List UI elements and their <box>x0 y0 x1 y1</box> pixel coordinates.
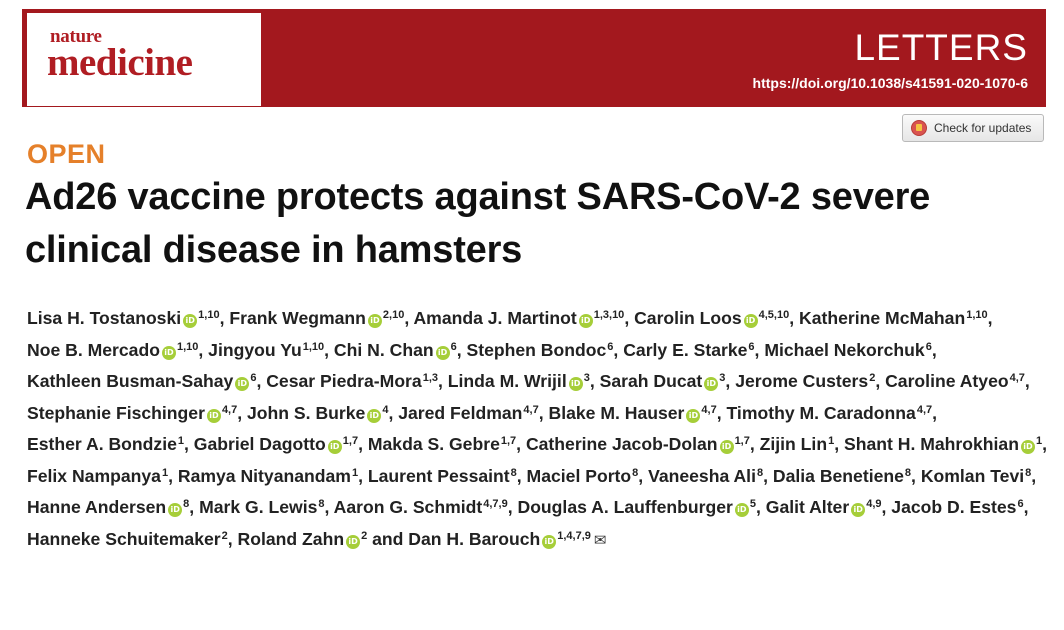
orcid-icon[interactable]: iD <box>686 409 700 423</box>
check-for-updates-label: Check for updates <box>934 121 1032 135</box>
author-name[interactable]: Jingyou Yu <box>208 339 302 360</box>
orcid-icon[interactable]: iD <box>851 503 865 517</box>
orcid-icon[interactable]: iD <box>720 440 734 454</box>
affiliation-marker[interactable]: 8 <box>183 498 190 510</box>
affiliation-marker[interactable]: 6 <box>450 340 457 353</box>
author[interactable]: Hanneke Schuitemaker$^2$, <box>27 528 233 549</box>
author[interactable]: Timothy M. Caradonna$^{4,7}$, <box>726 402 938 423</box>
author[interactable]: Jacob D. Estes$^6$, <box>891 497 1029 517</box>
author-name[interactable]: Catherine Jacob-Dolan <box>525 434 718 454</box>
affiliation-marker[interactable]: 3 <box>719 372 726 384</box>
author[interactable]: Douglas A. Lauffenburger iD $^5$, <box>517 497 761 517</box>
author-name[interactable]: Zijin Lin <box>759 434 828 454</box>
author-name[interactable]: Felix Nampanya <box>27 465 161 486</box>
crossmark-icon <box>911 120 927 136</box>
author-name[interactable]: Frank Wegmann <box>229 308 366 328</box>
author-name[interactable]: Laurent Pessaint <box>367 465 510 486</box>
affiliation-marker[interactable]: 4 <box>382 403 389 416</box>
affiliation-marker[interactable]: 1 <box>351 466 359 479</box>
affiliation-marker[interactable]: 2,10 <box>382 309 405 321</box>
author[interactable]: Jared Feldman$^{4,7}$, <box>398 402 544 423</box>
affiliation-marker[interactable]: 6 <box>250 372 257 384</box>
author[interactable]: Aaron G. Schmidt$^{4,7,9}$, <box>333 497 513 517</box>
doi-link[interactable]: https://doi.org/10.1038/s41591-020-1070-6 <box>752 75 1028 91</box>
author-name[interactable]: Jared Feldman <box>398 402 523 423</box>
author[interactable]: Esther A. Bondzie$^1$, <box>27 434 189 454</box>
affiliation-marker[interactable]: 8 <box>904 466 912 479</box>
author-name[interactable]: Kathleen Busman-Sahay <box>27 371 234 391</box>
author[interactable] <box>238 529 368 549</box>
author-name[interactable]: Dalia Benetiene <box>772 465 904 486</box>
affiliation-marker[interactable]: 1,3 <box>422 372 438 384</box>
author-name[interactable]: Caroline Atyeo <box>885 371 1009 391</box>
author[interactable]: Michael Nekorchuk$^6$, <box>764 339 937 360</box>
affiliation-marker[interactable]: 1 <box>1035 435 1043 447</box>
affiliation-marker[interactable]: 2 <box>361 529 368 542</box>
affiliation-marker[interactable]: 1,4,7,9 <box>557 529 591 542</box>
author-name[interactable]: Shant H. Mahrokhian <box>843 434 1019 454</box>
section-label: LETTERS <box>854 27 1028 68</box>
orcid-icon[interactable]: iD <box>168 503 182 517</box>
author-name[interactable]: Douglas A. Lauffenburger <box>517 497 733 517</box>
affiliation-marker[interactable]: 1,7 <box>734 435 750 447</box>
affiliation-marker[interactable]: 8 <box>632 466 639 479</box>
affiliation-marker[interactable]: 4,7 <box>523 403 539 416</box>
author-name[interactable]: Stephanie Fischinger <box>27 402 205 423</box>
author-name[interactable]: Carly E. Starke <box>623 339 748 360</box>
author-name[interactable]: John S. Burke <box>247 402 366 423</box>
author[interactable]: Vaneesha Ali$^8$, <box>648 465 768 486</box>
affiliation-marker[interactable]: 6 <box>748 340 755 353</box>
author-name[interactable]: Noe B. Mercado <box>27 339 160 360</box>
orcid-icon[interactable]: iD <box>542 535 556 549</box>
author[interactable]: Jingyou Yu$^{1,10}$, <box>208 339 330 360</box>
affiliation-marker[interactable]: 1 <box>828 435 835 447</box>
affiliation-marker[interactable]: 6 <box>1017 498 1024 510</box>
author-name[interactable]: Dan H. Barouch <box>408 528 541 549</box>
author-name[interactable]: Roland Zahn <box>237 528 345 549</box>
author[interactable]: Cesar Piedra-Mora$^{1,3}$, <box>266 371 443 391</box>
author[interactable]: Jerome Custers$^2$, <box>735 371 881 391</box>
affiliation-marker[interactable]: 4,9 <box>866 498 882 510</box>
author[interactable]: Carly E. Starke$^6$, <box>623 339 760 360</box>
author[interactable]: Stephanie Fischinger iD $^{4,7}$, <box>27 402 243 423</box>
author-name[interactable]: Gabriel Dagotto <box>193 434 326 454</box>
author-name[interactable]: Stephen Bondoc <box>466 339 607 360</box>
article-title: Ad26 vaccine protects against SARS-CoV-2 severe clinical disease in hamsters <box>25 176 931 271</box>
orcid-icon[interactable]: iD <box>744 314 758 328</box>
affiliation-marker[interactable]: 8 <box>756 466 764 479</box>
author[interactable]: Laurent Pessaint$^8$, <box>367 465 522 486</box>
author[interactable]: Blake M. Hauser iD $^{4,7}$, <box>548 402 722 423</box>
affiliation-marker[interactable]: 8 <box>318 498 325 510</box>
author[interactable]: Noe B. Mercado iD $^{1,10}$, <box>27 339 204 360</box>
affiliation-marker[interactable]: 1,10 <box>198 309 220 321</box>
author[interactable]: Katherine McMahan$^{1,10}$, <box>799 308 993 328</box>
author-name[interactable]: Aaron G. Schmidt <box>333 497 483 517</box>
author[interactable]: Hanne Andersen iD $^8$, <box>27 497 195 517</box>
orcid-icon[interactable]: iD <box>569 377 583 391</box>
affiliation-marker[interactable]: 8 <box>510 466 517 479</box>
author-name[interactable]: Michael Nekorchuk <box>764 339 925 360</box>
orcid-icon[interactable]: iD <box>328 440 342 454</box>
author-name[interactable]: Timothy M. Caradonna <box>726 402 916 423</box>
author[interactable]: Zijin Lin$^1$, <box>759 434 840 454</box>
author[interactable]: Lisa H. Tostanoski iD $^{1,10}$, <box>27 308 225 328</box>
author[interactable]: Linda M. Wrijil iD $^3$, <box>447 371 595 391</box>
author-name[interactable]: Jerome Custers <box>735 371 869 391</box>
affiliation-marker[interactable]: 1,10 <box>176 340 199 353</box>
orcid-icon[interactable]: iD <box>436 346 450 360</box>
orcid-icon[interactable]: iD <box>183 314 197 328</box>
affiliation-marker[interactable]: 1,7 <box>342 435 359 447</box>
logo-nature-text: nature <box>50 26 102 47</box>
author[interactable]: Catherine Jacob-Dolan iD $^{1,7}$, <box>525 434 755 454</box>
affiliation-marker[interactable]: 4,7 <box>1009 372 1025 384</box>
author[interactable]: Maciel Porto$^8$, <box>526 465 644 486</box>
author[interactable]: Chi N. Chan iD $^6$, <box>333 339 462 360</box>
author[interactable]: Frank Wegmann iD $^{2,10}$, <box>229 308 410 328</box>
affiliation-marker[interactable]: 2 <box>869 372 876 384</box>
author-name[interactable]: Makda S. Gebre <box>367 434 500 454</box>
affiliation-marker[interactable]: 4,7 <box>701 403 717 416</box>
affiliation-marker[interactable]: 4,7 <box>221 403 238 416</box>
orcid-icon[interactable]: iD <box>1021 440 1035 454</box>
author-name[interactable]: Amanda J. Martinot <box>413 308 577 328</box>
check-for-updates-button[interactable] <box>902 114 1044 142</box>
orcid-icon[interactable]: iD <box>207 409 221 423</box>
orcid-icon[interactable]: iD <box>735 503 749 517</box>
logo-medicine-text: medicine <box>47 41 193 84</box>
author[interactable]: Amanda J. Martinot iD $^{1,3,10}$, <box>413 308 630 328</box>
affiliation-marker[interactable]: 1,10 <box>302 340 325 353</box>
mail-icon[interactable]: ✉ <box>593 531 607 549</box>
author-list <box>27 303 1052 556</box>
author[interactable]: Makda S. Gebre$^{1,7}$, <box>367 434 522 454</box>
affiliation-marker[interactable]: 1 <box>177 435 185 447</box>
author[interactable]: Shant H. Mahrokhian iD $^1$, <box>843 434 1047 454</box>
affiliation-marker[interactable]: 4,5,10 <box>758 309 790 321</box>
author[interactable]: Gabriel Dagotto iD $^{1,7}$, <box>193 434 363 454</box>
author[interactable]: Galit Alter iD $^{4,9}$, <box>765 497 887 517</box>
author-name[interactable]: Cesar Piedra-Mora <box>266 371 422 391</box>
affiliation-marker[interactable]: 6 <box>925 340 932 353</box>
affiliation-marker[interactable]: 6 <box>607 340 614 353</box>
author-name[interactable]: Hanne Andersen <box>27 497 167 517</box>
affiliation-marker[interactable]: 4,7,9 <box>483 498 508 510</box>
author[interactable]: Dalia Benetiene$^8$, <box>772 465 916 486</box>
author-name[interactable]: Galit Alter <box>765 497 850 517</box>
affiliation-marker[interactable]: 1,3,10 <box>593 309 625 321</box>
orcid-icon[interactable]: iD <box>368 314 382 328</box>
author-name[interactable]: Sarah Ducat <box>599 371 703 391</box>
author[interactable] <box>408 529 606 549</box>
author-joiner: and <box>372 528 409 549</box>
orcid-icon[interactable]: iD <box>346 535 360 549</box>
affiliation-marker[interactable]: 1,7 <box>500 435 517 447</box>
author-name[interactable]: Mark G. Lewis <box>199 497 318 517</box>
author[interactable]: Mark G. Lewis$^8$, <box>199 497 330 517</box>
author-name[interactable]: Lisa H. Tostanoski <box>27 308 182 328</box>
open-access-label: OPEN <box>27 139 106 169</box>
author-name[interactable]: Hanneke Schuitemaker <box>27 528 221 549</box>
author[interactable]: Kathleen Busman-Sahay iD $^6$, <box>27 371 262 391</box>
author[interactable]: Caroline Atyeo$^{4,7}$, <box>885 371 1030 391</box>
orcid-icon[interactable]: iD <box>579 314 593 328</box>
affiliation-marker[interactable]: 2 <box>221 529 228 542</box>
affiliation-marker[interactable]: 8 <box>1025 466 1032 479</box>
affiliation-marker[interactable]: 4,7 <box>916 403 933 416</box>
author[interactable]: Carolin Loos iD $^{4,5,10}$, <box>634 308 795 328</box>
affiliation-marker[interactable]: 5 <box>749 498 756 510</box>
orcid-icon[interactable]: iD <box>704 377 718 391</box>
author[interactable]: Komlan Tevi$^8$, <box>920 465 1037 486</box>
affiliation-marker[interactable]: 1 <box>161 466 169 479</box>
author-name[interactable]: Linda M. Wrijil <box>447 371 567 391</box>
author[interactable]: Ramya Nityanandam$^1$, <box>177 465 363 486</box>
author[interactable]: Stephen Bondoc$^6$, <box>466 339 619 360</box>
author-name[interactable]: Komlan Tevi <box>920 465 1025 486</box>
author-name[interactable]: Blake M. Hauser <box>548 402 685 423</box>
author-name[interactable]: Carolin Loos <box>634 308 742 328</box>
author-name[interactable]: Ramya Nityanandam <box>177 465 351 486</box>
author-name[interactable]: Esther A. Bondzie <box>27 434 177 454</box>
author-name[interactable]: Katherine McMahan <box>799 308 966 328</box>
author-name[interactable]: Jacob D. Estes <box>891 497 1017 517</box>
author-name[interactable]: Chi N. Chan <box>333 339 434 360</box>
affiliation-marker[interactable]: 1,10 <box>966 309 988 321</box>
author[interactable]: Felix Nampanya$^1$, <box>27 465 173 486</box>
affiliation-marker[interactable]: 3 <box>583 372 590 384</box>
orcid-icon[interactable]: iD <box>162 346 176 360</box>
orcid-icon[interactable]: iD <box>235 377 249 391</box>
orcid-icon[interactable]: iD <box>367 409 381 423</box>
author-name[interactable]: Vaneesha Ali <box>648 465 756 486</box>
author-name[interactable]: Maciel Porto <box>526 465 632 486</box>
author[interactable]: John S. Burke iD $^4$, <box>247 402 394 423</box>
author[interactable]: Sarah Ducat iD $^3$, <box>599 371 731 391</box>
